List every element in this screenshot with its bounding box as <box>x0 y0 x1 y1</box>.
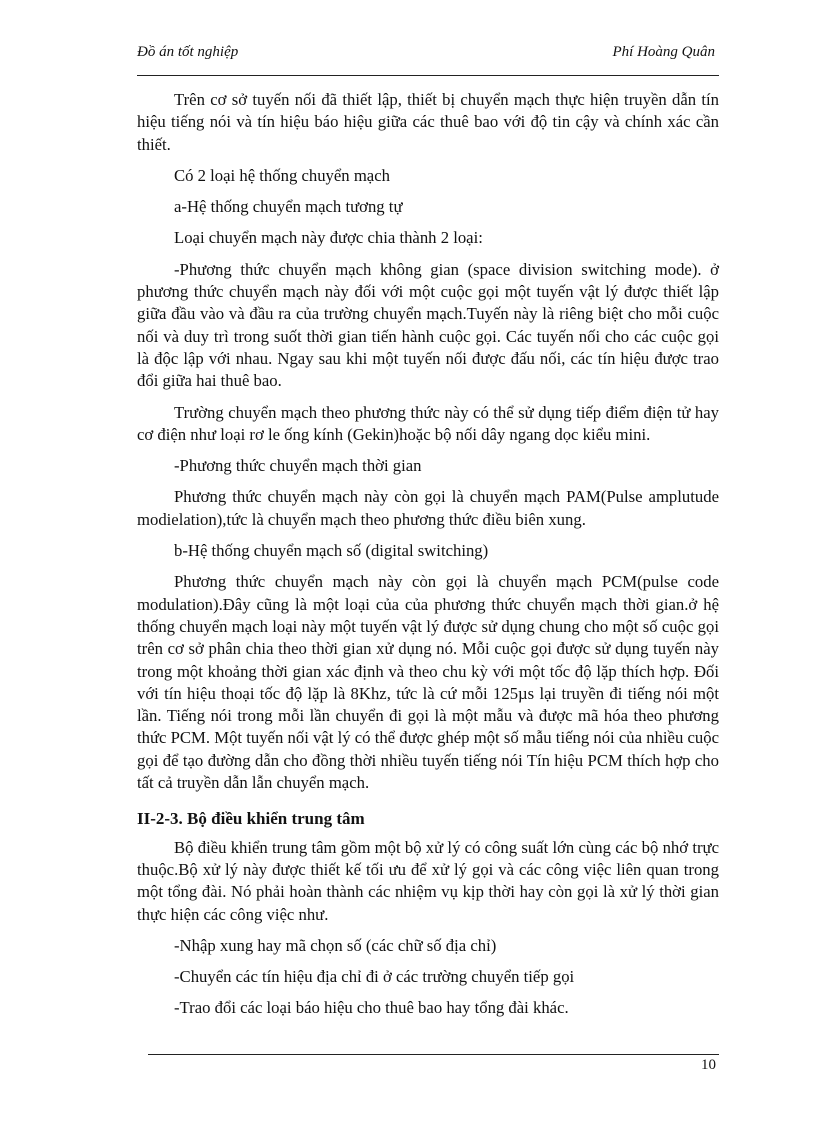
body-subheading: a-Hệ thống chuyển mạch tương tự <box>174 197 403 217</box>
header-document-title: Đồ án tốt nghiệp <box>137 44 239 60</box>
page-header <box>137 44 719 68</box>
page-number: 10 <box>701 1057 716 1073</box>
header-divider <box>137 75 719 76</box>
body-paragraph: Có 2 loại hệ thống chuyển mạch <box>174 165 390 185</box>
page-body <box>137 89 719 1029</box>
list-item: -Chuyển các tín hiệu địa chỉ đi ở các trường chuyển tiếp gọi <box>174 967 575 987</box>
section-paragraph: Bộ điều khiển trung tâm gồm một bộ xử lý có công suất lớn cùng các bộ nhớ trực thuộc.Bộ xử lý này được thiết kế tối ưu để xử lý gọi và các công việc liên quan trong một tổng đài. Nó phải hoàn thành các nhiệm vụ kịp thời hay còn gọi là xử lý thời gian thực hiện các công việc như. <box>137 837 719 924</box>
header-author-name: Phí Hoàng Quân <box>612 44 715 60</box>
body-paragraph: Trường chuyển mạch theo phương thức này có thể sử dụng tiếp điểm điện tử hay cơ điện như loại rơ le ống kính (Gekin)hoặc bộ nối dây ngang dọc kiểu mini. <box>137 402 719 444</box>
list-item: -Nhập xung hay mã chọn số (các chữ số địa chỉ) <box>174 935 497 955</box>
body-paragraph: Trên cơ sở tuyến nối đã thiết lập, thiết bị chuyển mạch thực hiện truyền dẫn tín hiệu tiếng nói và tín hiệu báo hiệu giữa các thuê bao với độ tin cậy và chính xác cần thiết. <box>137 90 719 154</box>
body-paragraph: Phương thức chuyển mạch này còn gọi là chuyển mạch PAM(Pulse amplutude modielation),tức là chuyển mạch theo phương thức điều biên xung. <box>137 487 719 529</box>
body-subheading: -Phương thức chuyển mạch thời gian <box>174 456 422 476</box>
body-paragraph: -Phương thức chuyển mạch không gian (space division switching mode). ở phương thức chuyển mạch này đối với một cuộc gọi một tuyến vật lý được thiết lập giữa đầu vào và đầu ra của trường chuyển mạch.Tuyến này là riêng biệt cho mỗi cuộc nối và duy trì trong suốt thời gian tiến hành cuộc gọi. Các tuyến nối cho các cuộc gọi là độc lập với nhau. Ngay sau khi một tuyến nối được đấu nối, các tín hiệu được trao đổi giữa hai thuê bao. <box>137 259 719 391</box>
body-subheading: b-Hệ thống chuyển mạch số (digital switching) <box>174 541 489 561</box>
section-heading: II-2-3. Bộ điều khiển trung tâm <box>137 809 365 829</box>
list-item: -Trao đổi các loại báo hiệu cho thuê bao hay tổng đài khác. <box>174 998 569 1018</box>
footer-divider <box>148 1054 719 1055</box>
body-paragraph: Loại chuyển mạch này được chia thành 2 loại: <box>174 228 483 248</box>
body-paragraph: Phương thức chuyển mạch này còn gọi là chuyển mạch PCM(pulse code modulation).Đây cũng là một loại của của phương thức chuyển mạch thời gian.ở hệ thống chuyển mạch loại này một tuyến vật lý được sử dụng chung cho một số cuộc gọi trên cơ sở phân chia theo thời gian xử dụng nó. Mỗi cuộc gọi được sử dụng tuyến này trong một khoảng thời gian xác định và theo chu kỳ với một tốc độ lặp thích hợp. Đối với tín hiệu thoại tốc độ lặp là 8Khz, tức là cứ mỗi 125µs lại truyền đi tiếng nói một lần. Tiếng nói trong mỗi lần chuyển đi gọi là một mẫu và được mã hóa theo phương thức PCM. Một tuyến nối vật lý có thể được ghép một số mẫu tiếng nói của nhiều cuộc gọi để tạo đường dẫn cho đồng thời nhiều tuyến tiếng nói Tín hiệu PCM thích hợp cho tất cả truyền dẫn lẫn chuyển mạch. <box>137 572 719 793</box>
